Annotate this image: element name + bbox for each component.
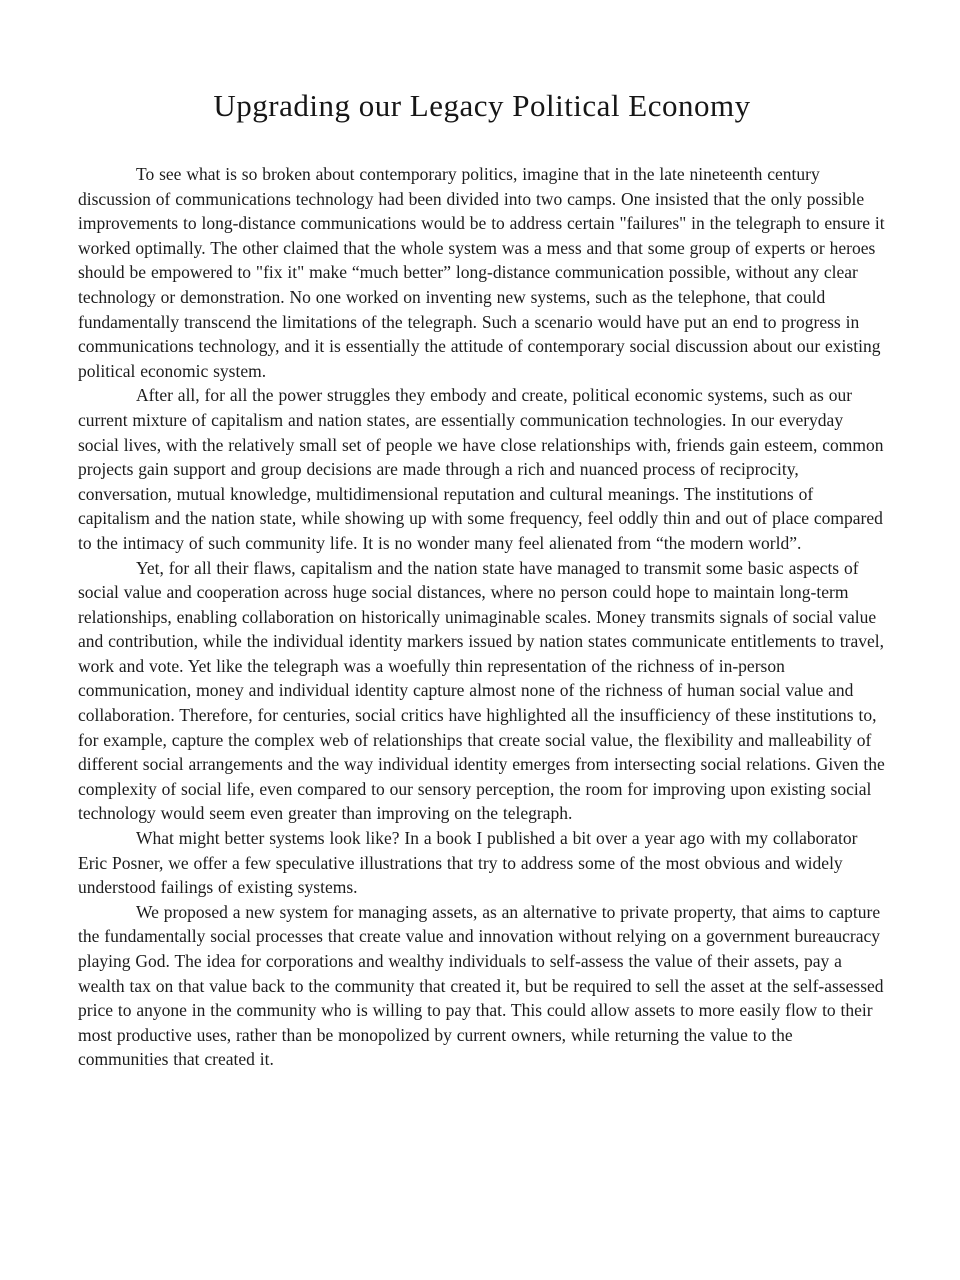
paragraph-5: We proposed a new system for managing assets, as an alternative to private property, that aims to capture the fundamentally social processes that create value and innovation without relying on a government bureaucracy playing God. The idea for corporations and wealthy individuals to self-assess the value of their assets, pay a wealth tax on that value back to the community that created it, but be required to sell the asset at the self-assessed price to anyone in the community who is willing to pay that. This could allow assets to more easily flow to their most productive uses, rather than be monopolized by current owners, while returning the value to the communities that created it. — [78, 901, 884, 1070]
document-content — [78, 88, 886, 1072]
paragraph-2: After all, for all the power struggles they embody and create, political economic systems, such as our current mixture of capitalism and nation states, are essentially communication technologies. In our everyday social lives, with the relatively small set of people we have close relationships with, friends gain esteem, common projects gain support and group decisions are made through a rich and nuanced process of reciprocity, conversation, mutual knowledge, multidimensional reputation and cultural meanings. The institutions of capitalism and the nation state, while showing up with some frequency, feel oddly thin and out of place compared to the intimacy of such community life. It is no wonder many feel alienated from “the modern world”. — [78, 385, 884, 553]
paragraph-4: What might better systems look like? In a book I published a bit over a year ago with my collaborator Eric Posner, we offer a few speculative illustrations that try to address some of the most obvious and widely understood failings of existing systems. — [78, 828, 858, 898]
document-title: Upgrading our Legacy Political Economy — [213, 88, 751, 123]
paragraph-3: Yet, for all their flaws, capitalism and the nation state have managed to transmit some basic aspects of social value and cooperation across huge social distances, where no person could hope to maintain long-term relationships, enabling collaboration on historically unimaginable scales. Money transmits signals of social value and contribution, while the individual identity markers issued by nation states communicate entitlements to travel, work and vote. Yet like the telegraph was a woefully thin representation of the richness of in-person communication, money and individual identity capture almost none of the richness of human social value and collaboration. Therefore, for centuries, social critics have highlighted all the insufficiency of these institutions to, for example, capture the complex web of relationships that create social value, the flexibility and malleability of different social arrangements and the way individual identity emerges from intersecting social relations. Given the complexity of social life, even compared to our sensory perception, the room for improving upon existing social technology would seem even greater than improving on the telegraph. — [78, 557, 885, 824]
paragraph-1: To see what is so broken about contemporary politics, imagine that in the late nineteenth century discussion of communications technology had been divided into two camps. One insisted that the only possible improvements to long-distance communications would be to address certain "failures" in the telegraph to ensure it worked optimally. The other claimed that the whole system was a mess and that some group of experts or heroes should be empowered to "fix it" make “much better” long-distance communication possible, without any clear technology or demonstration. No one worked on inventing new systems, such as the telephone, that could fundamentally transcend the limitations of the telegraph. Such a scenario would have put an end to progress in communications technology, and it is essentially the attitude of contemporary social discussion about our existing political economic system. — [78, 164, 885, 381]
document-body — [78, 162, 886, 1072]
